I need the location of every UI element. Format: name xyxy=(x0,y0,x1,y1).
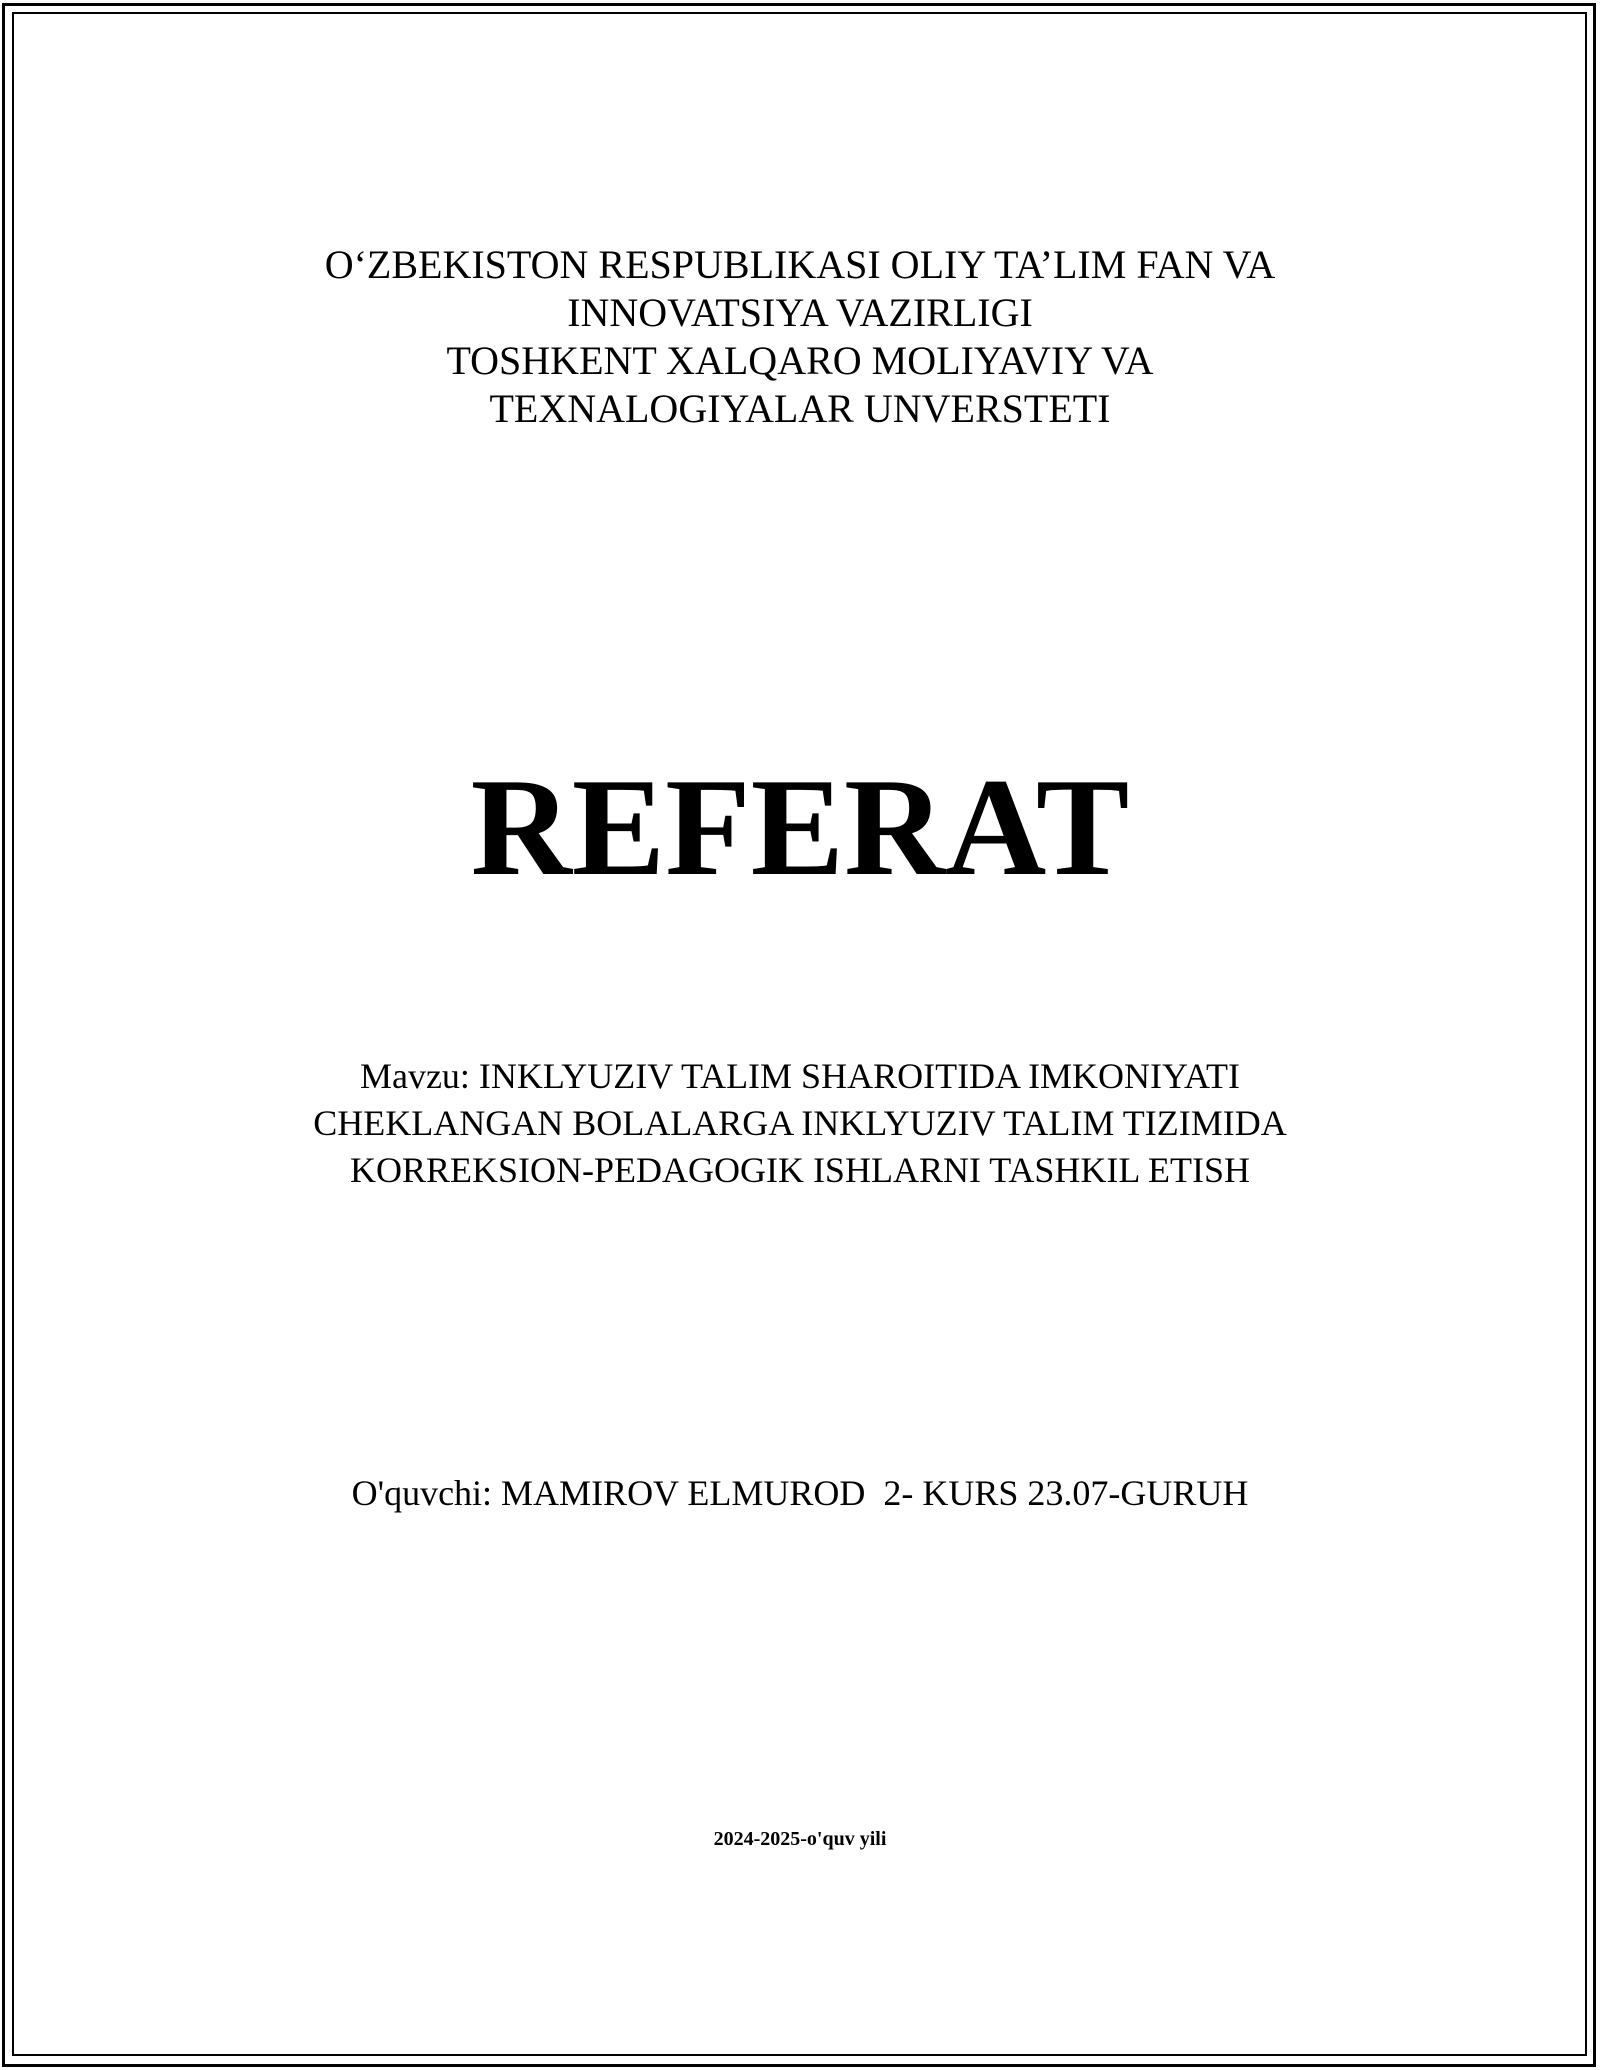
topic-line-3: KORREKSION-PEDAGOGIK ISHLARNI TASHKIL ETISH xyxy=(349,1150,1251,1190)
header-line-ministry-1: O‘ZBEKISTON RESPUBLIKASI OLIY TA’LIM FAN VA xyxy=(324,242,1276,287)
academic-year: 2024-2025-o'quv yili xyxy=(713,1828,887,1850)
topic-line-2: CHEKLANGAN BOLALARGA INKLYUZIV TALIM TIZIMIDA xyxy=(313,1103,1287,1143)
header-line-university-1: TOSHKENT XALQARO MOLIYAVIY VA xyxy=(446,338,1154,383)
topic-line-1: Mavzu: INKLYUZIV TALIM SHAROITIDA IMKONIYATI xyxy=(359,1056,1241,1096)
institution-header xyxy=(0,241,1600,433)
document-title: REFERAT xyxy=(470,750,1130,905)
student-info: O'quvchi: MAMIROV ELMUROD 2- KURS 23.07-GURUH xyxy=(351,1473,1249,1513)
header-line-university-2: TEXNALOGIYALAR UNVERSTETI xyxy=(489,386,1111,431)
header-line-ministry-2: INNOVATSIYA VAZIRLIGI xyxy=(567,290,1033,335)
topic-block xyxy=(0,1053,1600,1194)
